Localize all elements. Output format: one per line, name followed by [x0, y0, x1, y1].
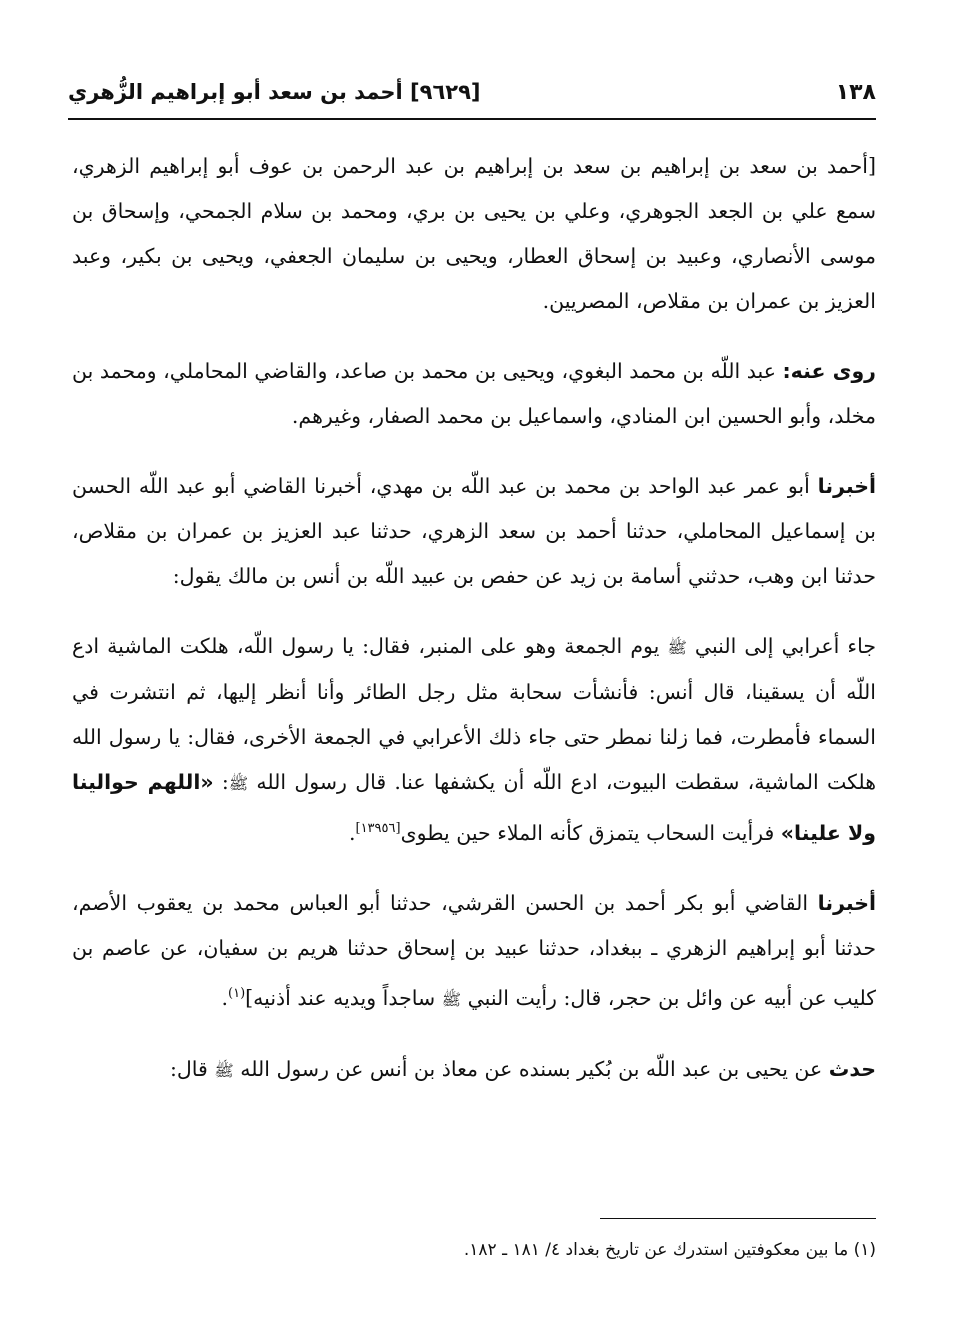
- running-head: [٩٦٢٩] أحمد بن سعد أبو إبراهيم الزُّهري: [68, 80, 481, 104]
- bio-text: [أحمد بن سعد بن إبراهيم بن سعد بن إبراهيم بن عبد الرحمن بن عوف أبو إبراهيم الزهري، سمع علي بن الجعد الجوهري، وعلي بن يحيى بن بري، ومحمد بن سلام الجمحي، وإسحاق بن موسى الأنصاري، وعبيد بن إسحاق العطار، ويحيى بن سليمان الجعفي، ويحيى بن بكير، وعبد العزيز بن عمران بن مقلاص، المصريين.: [72, 154, 876, 313]
- isnad-2-lead: أخبرنا: [817, 890, 876, 915]
- isnad-1-lead: أخبرنا: [817, 474, 876, 498]
- footnote-separator: [600, 1218, 876, 1219]
- paragraph-isnad-3: [72, 1047, 876, 1093]
- isnad-2-text: القاضي أبو بكر أحمد بن الحسن القرشي، حدثنا أبو العباس محمد بن يعقوب الأصم، حدثنا أبو إبراهيم الزهري ـ ببغداد، حدثنا عبيد بن إسحاق حدثنا هريم بن سفيان، عن عاصم بن كليب عن أبيه عن وائل بن حجر، قال: رأيت النبي: [72, 890, 876, 1010]
- salla-glyph: ﷺ: [214, 1060, 234, 1080]
- isnad-2-text-b: ساجداً ويديه عند أذنيه]: [245, 985, 442, 1010]
- page-number: ١٣٨: [835, 80, 876, 105]
- page-header: [68, 72, 876, 120]
- main-text: [72, 144, 876, 1118]
- paragraph-isnad-1: [72, 464, 876, 599]
- isnad-2-end: .: [221, 985, 229, 1010]
- hadith-1-reference: [١٣٩٥٦]: [355, 821, 401, 836]
- narrators-text: عبد اللّه بن محمد البغوي، ويحيى بن محمد بن صاعد، والقاضي المحاملي، ومحمد بن مخلد، وأبو الحسين ابن المنادي، واسماعيل بن محمد الصفار، وغيرهم.: [72, 359, 876, 428]
- paragraph-hadith-1: [72, 624, 876, 856]
- narrators-lead: روى عنه:: [782, 359, 876, 383]
- hadith-1-end: .: [348, 820, 356, 845]
- footnote: (١) ما بين معكوفتين استدرك عن تاريخ بغداد ٤/ ١٨١ ـ ١٨٢.: [463, 1240, 876, 1260]
- isnad-1-text: أبو عمر عبد الواحد بن محمد بن عبد اللّه بن مهدي، أخبرنا القاضي أبو عبد اللّه الحسن بن إسماعيل المحاملي، حدثنا أحمد بن سعد الزهري، حدثنا عبد العزيز بن عمران بن مقلاص، حدثنا ابن وهب، حدثني أسامة بن زيد عن حفص بن عبيد اللّه بن أنس بن مالك يقول:: [72, 474, 876, 588]
- isnad-3-end: قال:: [169, 1056, 215, 1081]
- hadith-1-part-b: يوم الجمعة وهو على المنبر، فقال: يا رسول اللّه، هلكت الماشية ادع اللّه أن يسقينا، قال أنس: فأنشأت سحابة مثل رجل الطائر وأنا أنظر إليها، ثم انتشرت في السماء فأمطرت، فما زلنا نمطر حتى جاء ذلك الأعرابي في الجمعة الأخرى، فقال: يا رسول الله هلكت الماشية، سقطت البيوت، ادع اللّه أن يكشفها عنا. قال رسول الله: [72, 634, 876, 794]
- hadith-1-part-d: فرأيت السحاب يتمزق كأنه الملاء حين يطوى: [400, 820, 781, 845]
- paragraph-bio: [72, 144, 876, 324]
- salla-glyph: ﷺ: [441, 989, 462, 1009]
- paragraph-narrators: [72, 349, 876, 439]
- paragraph-isnad-2: [72, 881, 876, 1022]
- isnad-3-lead: حدث: [828, 1056, 876, 1081]
- footnote-marker: (١): [228, 985, 246, 1001]
- hadith-1-part-a: جاء أعرابي إلى النبي: [686, 634, 876, 658]
- isnad-3-text: عن يحيى بن عبد اللّه بن بُكير بسنده عن معاذ بن أنس عن رسول الله: [233, 1056, 829, 1081]
- salla-glyph: ﷺ: [667, 638, 687, 657]
- hadith-1-quote: «اللهم حوالينا ولا علينا»: [72, 770, 876, 845]
- hadith-1-part-c: :: [213, 770, 229, 794]
- salla-glyph: ﷺ: [228, 774, 249, 793]
